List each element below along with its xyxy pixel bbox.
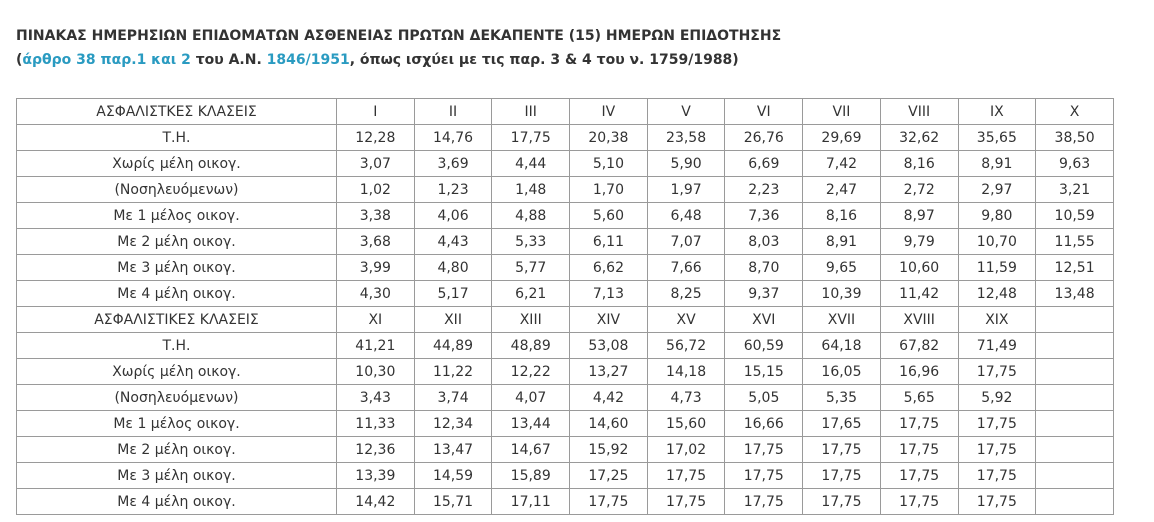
value-cell: 17,75 bbox=[803, 463, 881, 489]
class-number-cell: XIX bbox=[958, 307, 1036, 333]
value-cell: 11,55 bbox=[1036, 229, 1114, 255]
value-cell: 4,73 bbox=[647, 385, 725, 411]
value-cell: 17,02 bbox=[647, 437, 725, 463]
class-number-cell: XVII bbox=[803, 307, 881, 333]
value-cell: 8,16 bbox=[803, 203, 881, 229]
value-cell: 4,43 bbox=[414, 229, 492, 255]
value-cell: 4,07 bbox=[492, 385, 570, 411]
value-cell: 1,48 bbox=[492, 177, 570, 203]
page-heading bbox=[16, 24, 1136, 72]
value-cell: 6,69 bbox=[725, 151, 803, 177]
value-cell: 17,25 bbox=[570, 463, 648, 489]
value-cell: 3,99 bbox=[337, 255, 415, 281]
table-row bbox=[17, 281, 1114, 307]
value-cell: 10,60 bbox=[880, 255, 958, 281]
value-cell: 5,17 bbox=[414, 281, 492, 307]
value-cell: 11,22 bbox=[414, 359, 492, 385]
row-label-cell: Με 2 μέλη οικογ. bbox=[17, 229, 337, 255]
value-cell: 7,42 bbox=[803, 151, 881, 177]
value-cell: 17,75 bbox=[725, 489, 803, 515]
value-cell: 16,96 bbox=[880, 359, 958, 385]
value-cell: 12,34 bbox=[414, 411, 492, 437]
value-cell: 1,97 bbox=[647, 177, 725, 203]
value-cell: 17,75 bbox=[958, 437, 1036, 463]
value-cell: 17,75 bbox=[803, 437, 881, 463]
value-cell bbox=[1036, 411, 1114, 437]
value-cell: 17,11 bbox=[492, 489, 570, 515]
value-cell: 14,76 bbox=[414, 125, 492, 151]
value-cell: 44,89 bbox=[414, 333, 492, 359]
value-cell: 5,35 bbox=[803, 385, 881, 411]
value-cell: 56,72 bbox=[647, 333, 725, 359]
value-cell: 13,27 bbox=[570, 359, 648, 385]
table-row bbox=[17, 385, 1114, 411]
value-cell: 11,33 bbox=[337, 411, 415, 437]
value-cell: 12,22 bbox=[492, 359, 570, 385]
value-cell: 14,18 bbox=[647, 359, 725, 385]
value-cell: 8,91 bbox=[803, 229, 881, 255]
value-cell: 12,51 bbox=[1036, 255, 1114, 281]
value-cell: 12,48 bbox=[958, 281, 1036, 307]
value-cell: 11,42 bbox=[880, 281, 958, 307]
value-cell: 17,75 bbox=[880, 463, 958, 489]
value-cell: 8,70 bbox=[725, 255, 803, 281]
table-row bbox=[17, 489, 1114, 515]
value-cell: 29,69 bbox=[803, 125, 881, 151]
value-cell: 67,82 bbox=[880, 333, 958, 359]
value-cell: 1,23 bbox=[414, 177, 492, 203]
value-cell: 20,38 bbox=[570, 125, 648, 151]
value-cell: 23,58 bbox=[647, 125, 725, 151]
value-cell: 17,75 bbox=[880, 489, 958, 515]
value-cell: 17,75 bbox=[492, 125, 570, 151]
value-cell: 4,06 bbox=[414, 203, 492, 229]
value-cell: 5,92 bbox=[958, 385, 1036, 411]
law-reference-link[interactable]: άρθρο 38 παρ.1 και 2 bbox=[22, 52, 191, 68]
value-cell: 15,89 bbox=[492, 463, 570, 489]
value-cell: 3,38 bbox=[337, 203, 415, 229]
class-number-cell: XII bbox=[414, 307, 492, 333]
table-row bbox=[17, 437, 1114, 463]
table-row bbox=[17, 203, 1114, 229]
row-label-cell: ΑΣΦΑΛΙΣΤΚΕΣ ΚΛΑΣΕΙΣ bbox=[17, 99, 337, 125]
value-cell: 15,71 bbox=[414, 489, 492, 515]
value-cell: 32,62 bbox=[880, 125, 958, 151]
class-number-cell: IV bbox=[570, 99, 648, 125]
value-cell: 5,60 bbox=[570, 203, 648, 229]
value-cell: 15,92 bbox=[570, 437, 648, 463]
value-cell: 17,75 bbox=[725, 463, 803, 489]
row-label-cell: Με 3 μέλη οικογ. bbox=[17, 463, 337, 489]
row-label-cell: Τ.Η. bbox=[17, 333, 337, 359]
value-cell bbox=[1036, 333, 1114, 359]
class-number-cell: XI bbox=[337, 307, 415, 333]
value-cell: 17,75 bbox=[803, 489, 881, 515]
value-cell: 8,16 bbox=[880, 151, 958, 177]
law-reference-link[interactable]: 1846/1951 bbox=[266, 52, 350, 68]
class-header-row bbox=[17, 99, 1114, 125]
table-subtitle bbox=[16, 48, 1136, 72]
value-cell: 7,36 bbox=[725, 203, 803, 229]
value-cell: 14,59 bbox=[414, 463, 492, 489]
subtitle-text: , όπως ισχύει με τις παρ. 3 & 4 του ν. 1759/1988) bbox=[349, 52, 739, 68]
value-cell: 15,15 bbox=[725, 359, 803, 385]
value-cell: 48,89 bbox=[492, 333, 570, 359]
value-cell: 12,28 bbox=[337, 125, 415, 151]
value-cell: 16,66 bbox=[725, 411, 803, 437]
value-cell bbox=[1036, 359, 1114, 385]
subtitle-text: ( bbox=[16, 52, 23, 68]
value-cell: 8,03 bbox=[725, 229, 803, 255]
value-cell: 17,65 bbox=[803, 411, 881, 437]
value-cell: 10,59 bbox=[1036, 203, 1114, 229]
value-cell: 5,65 bbox=[880, 385, 958, 411]
value-cell: 7,66 bbox=[647, 255, 725, 281]
value-cell: 5,10 bbox=[570, 151, 648, 177]
value-cell: 6,21 bbox=[492, 281, 570, 307]
value-cell: 7,07 bbox=[647, 229, 725, 255]
value-cell: 14,42 bbox=[337, 489, 415, 515]
value-cell: 1,70 bbox=[570, 177, 648, 203]
value-cell: 10,39 bbox=[803, 281, 881, 307]
value-cell: 5,05 bbox=[725, 385, 803, 411]
class-number-cell: V bbox=[647, 99, 725, 125]
table-row bbox=[17, 411, 1114, 437]
value-cell: 9,80 bbox=[958, 203, 1036, 229]
class-number-cell: VIII bbox=[880, 99, 958, 125]
value-cell bbox=[1036, 437, 1114, 463]
value-cell: 5,33 bbox=[492, 229, 570, 255]
row-label-cell: Χωρίς μέλη οικογ. bbox=[17, 151, 337, 177]
value-cell: 3,07 bbox=[337, 151, 415, 177]
value-cell: 17,75 bbox=[725, 437, 803, 463]
value-cell bbox=[1036, 463, 1114, 489]
value-cell: 3,69 bbox=[414, 151, 492, 177]
value-cell: 1,02 bbox=[337, 177, 415, 203]
value-cell: 2,97 bbox=[958, 177, 1036, 203]
row-label-cell: Με 1 μέλος οικογ. bbox=[17, 411, 337, 437]
value-cell: 9,79 bbox=[880, 229, 958, 255]
value-cell: 3,68 bbox=[337, 229, 415, 255]
value-cell: 17,75 bbox=[570, 489, 648, 515]
value-cell: 13,48 bbox=[1036, 281, 1114, 307]
subtitle-text: του Α.Ν. bbox=[190, 52, 267, 68]
class-number-cell: I bbox=[337, 99, 415, 125]
class-number-cell: VI bbox=[725, 99, 803, 125]
value-cell: 5,77 bbox=[492, 255, 570, 281]
class-number-cell bbox=[1036, 307, 1114, 333]
value-cell: 26,76 bbox=[725, 125, 803, 151]
value-cell: 4,88 bbox=[492, 203, 570, 229]
value-cell: 17,75 bbox=[880, 437, 958, 463]
row-label-cell: Τ.Η. bbox=[17, 125, 337, 151]
row-label-cell: Με 2 μέλη οικογ. bbox=[17, 437, 337, 463]
value-cell: 41,21 bbox=[337, 333, 415, 359]
value-cell: 13,44 bbox=[492, 411, 570, 437]
table-row bbox=[17, 359, 1114, 385]
value-cell: 2,23 bbox=[725, 177, 803, 203]
allowance-table bbox=[16, 98, 1114, 515]
value-cell: 9,63 bbox=[1036, 151, 1114, 177]
class-number-cell: XVI bbox=[725, 307, 803, 333]
value-cell: 14,67 bbox=[492, 437, 570, 463]
value-cell: 35,65 bbox=[958, 125, 1036, 151]
value-cell: 6,48 bbox=[647, 203, 725, 229]
class-number-cell: IX bbox=[958, 99, 1036, 125]
table-row bbox=[17, 229, 1114, 255]
value-cell: 3,21 bbox=[1036, 177, 1114, 203]
value-cell: 13,47 bbox=[414, 437, 492, 463]
row-label-cell: Με 4 μέλη οικογ. bbox=[17, 281, 337, 307]
row-label-cell: ΑΣΦΑΛΙΣΤΙΚΕΣ ΚΛΑΣΕΙΣ bbox=[17, 307, 337, 333]
value-cell: 2,72 bbox=[880, 177, 958, 203]
value-cell: 53,08 bbox=[570, 333, 648, 359]
value-cell: 60,59 bbox=[725, 333, 803, 359]
table-row bbox=[17, 151, 1114, 177]
table-title: ΠΙΝΑΚΑΣ ΗΜΕΡΗΣΙΩΝ ΕΠΙΔΟΜΑΤΩΝ ΑΣΘΕΝΕΙΑΣ ΠΡΩΤΩΝ ΔΕΚΑΠΕΝΤΕ (15) ΗΜΕΡΩΝ ΕΠΙΔΟΤΗΣΗΣ bbox=[16, 28, 782, 44]
value-cell: 3,74 bbox=[414, 385, 492, 411]
table-row bbox=[17, 255, 1114, 281]
value-cell: 8,97 bbox=[880, 203, 958, 229]
value-cell: 17,75 bbox=[958, 489, 1036, 515]
value-cell: 17,75 bbox=[647, 463, 725, 489]
class-number-cell: VII bbox=[803, 99, 881, 125]
table-row bbox=[17, 333, 1114, 359]
value-cell: 13,39 bbox=[337, 463, 415, 489]
table-row bbox=[17, 177, 1114, 203]
row-label-cell: Με 3 μέλη οικογ. bbox=[17, 255, 337, 281]
value-cell: 12,36 bbox=[337, 437, 415, 463]
class-number-cell: XVIII bbox=[880, 307, 958, 333]
value-cell: 6,11 bbox=[570, 229, 648, 255]
class-header-row bbox=[17, 307, 1114, 333]
value-cell: 4,44 bbox=[492, 151, 570, 177]
class-number-cell: II bbox=[414, 99, 492, 125]
value-cell: 9,65 bbox=[803, 255, 881, 281]
value-cell: 64,18 bbox=[803, 333, 881, 359]
value-cell: 5,90 bbox=[647, 151, 725, 177]
value-cell: 4,30 bbox=[337, 281, 415, 307]
value-cell: 17,75 bbox=[647, 489, 725, 515]
row-label-cell: (Νοσηλευόμενων) bbox=[17, 177, 337, 203]
value-cell: 10,70 bbox=[958, 229, 1036, 255]
class-number-cell: XIV bbox=[570, 307, 648, 333]
value-cell: 14,60 bbox=[570, 411, 648, 437]
table-row bbox=[17, 125, 1114, 151]
row-label-cell: Με 4 μέλη οικογ. bbox=[17, 489, 337, 515]
row-label-cell: Χωρίς μέλη οικογ. bbox=[17, 359, 337, 385]
class-number-cell: X bbox=[1036, 99, 1114, 125]
value-cell: 9,37 bbox=[725, 281, 803, 307]
value-cell: 10,30 bbox=[337, 359, 415, 385]
value-cell: 2,47 bbox=[803, 177, 881, 203]
value-cell: 17,75 bbox=[958, 463, 1036, 489]
value-cell: 11,59 bbox=[958, 255, 1036, 281]
row-label-cell: Με 1 μέλος οικογ. bbox=[17, 203, 337, 229]
value-cell: 7,13 bbox=[570, 281, 648, 307]
value-cell: 6,62 bbox=[570, 255, 648, 281]
value-cell: 17,75 bbox=[958, 359, 1036, 385]
value-cell: 15,60 bbox=[647, 411, 725, 437]
value-cell bbox=[1036, 489, 1114, 515]
value-cell: 4,80 bbox=[414, 255, 492, 281]
value-cell: 16,05 bbox=[803, 359, 881, 385]
value-cell: 4,42 bbox=[570, 385, 648, 411]
value-cell: 71,49 bbox=[958, 333, 1036, 359]
value-cell: 8,91 bbox=[958, 151, 1036, 177]
value-cell: 17,75 bbox=[880, 411, 958, 437]
value-cell: 3,43 bbox=[337, 385, 415, 411]
table-row bbox=[17, 463, 1114, 489]
row-label-cell: (Νοσηλευόμενων) bbox=[17, 385, 337, 411]
value-cell: 38,50 bbox=[1036, 125, 1114, 151]
class-number-cell: III bbox=[492, 99, 570, 125]
class-number-cell: XIII bbox=[492, 307, 570, 333]
value-cell: 8,25 bbox=[647, 281, 725, 307]
value-cell bbox=[1036, 385, 1114, 411]
class-number-cell: XV bbox=[647, 307, 725, 333]
value-cell: 17,75 bbox=[958, 411, 1036, 437]
